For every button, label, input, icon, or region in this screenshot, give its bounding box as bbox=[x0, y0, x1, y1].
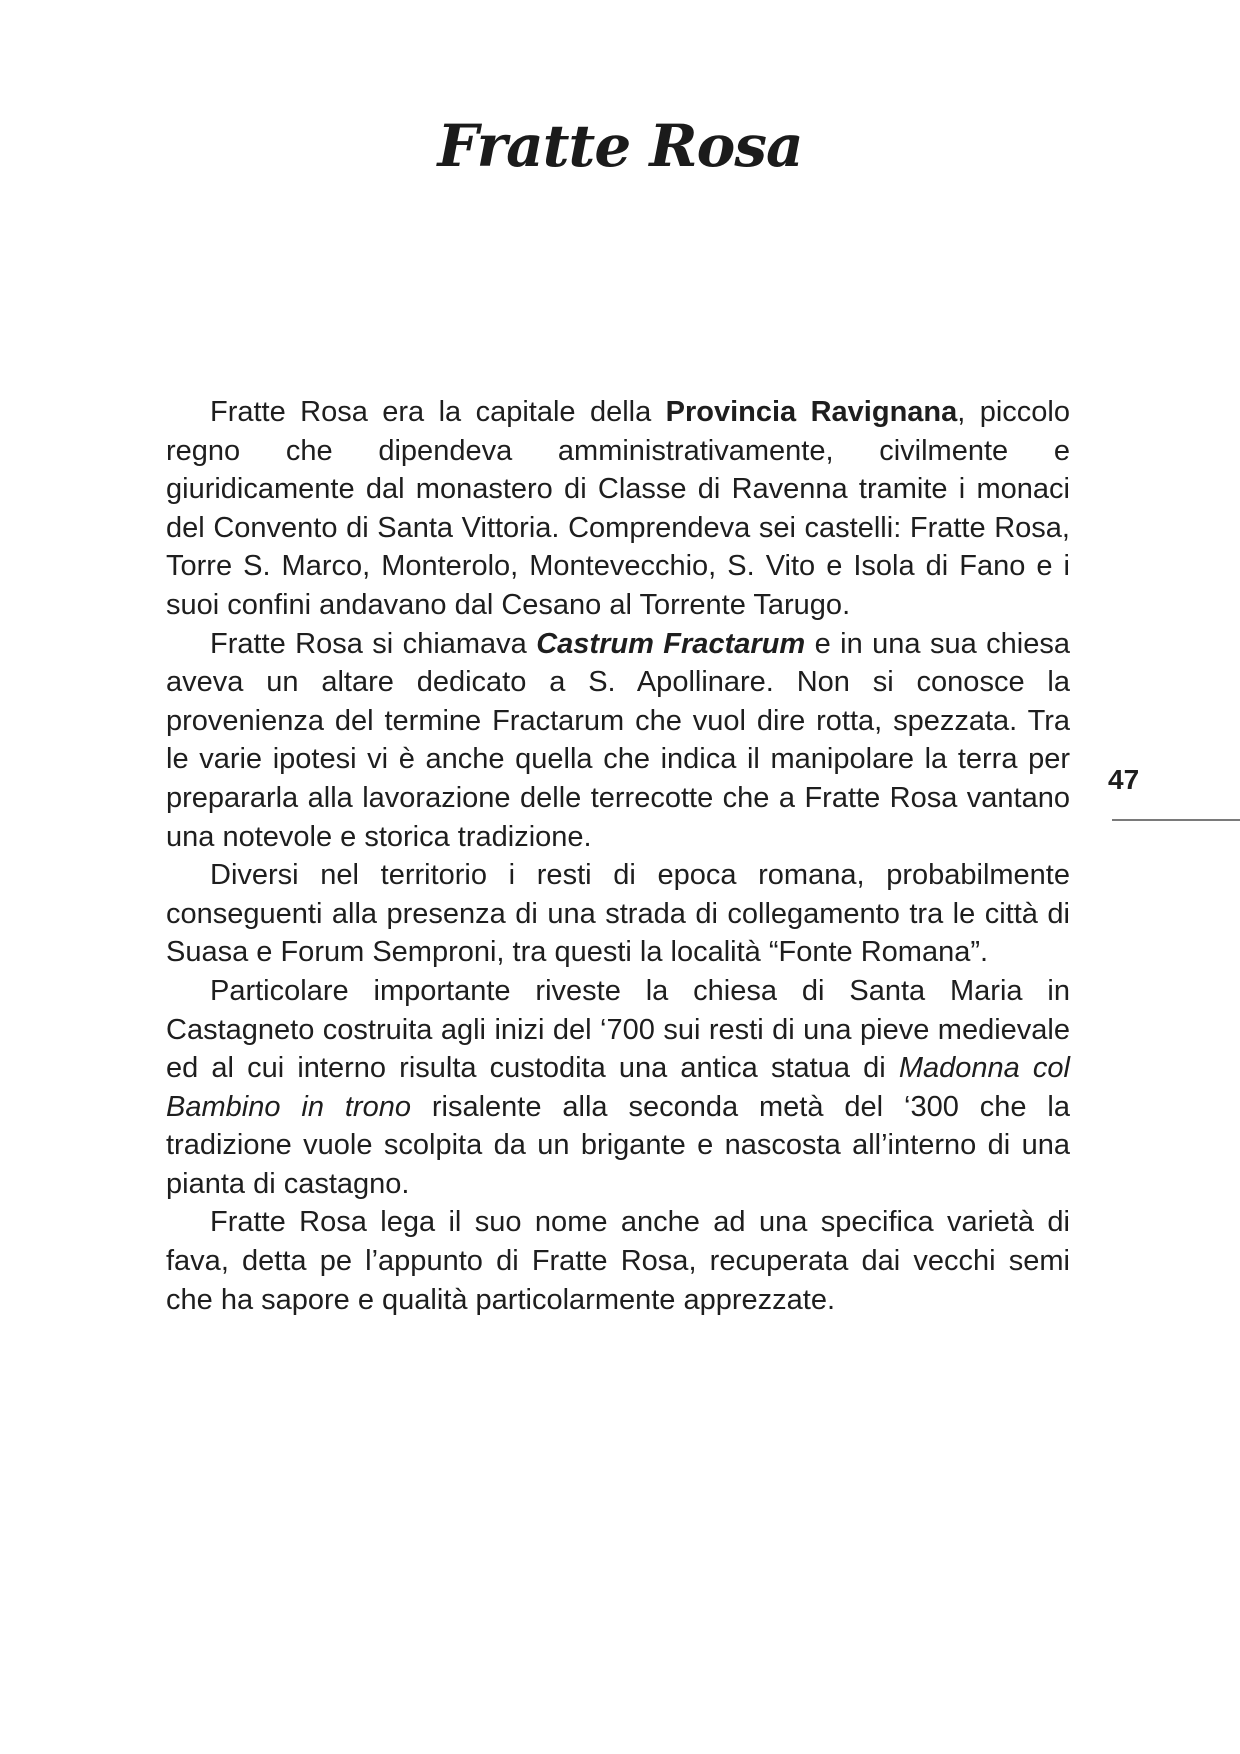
italic-term-madonna: Madonna col Bambino in trono bbox=[166, 1052, 1070, 1123]
text-run: Fratte Rosa era la capitale della bbox=[210, 396, 666, 428]
text-run: e in una sua chiesa aveva un altare dedicato a S. Apollinare. Non si conosce la provenienza del termine Fractarum che vuol dire rotta, spezzata. Tra le varie ipotesi vi è anche quella che indica il manipolare la terra per prepararla alla lavorazione delle terrecotte che a Fratte Rosa vantano una notevole e storica tradizione. bbox=[166, 627, 1070, 853]
bold-italic-term-castrum-fractarum: Castrum Fractarum bbox=[536, 627, 806, 660]
paragraph-5 bbox=[166, 1203, 1070, 1319]
text-run: Diversi nel territorio i resti di epoca romana, probabilmente conseguenti alla presenza di una strada di collegamento tra le città di Suasa e Forum Semproni, tra questi la località “Fonte Romana”. bbox=[166, 859, 1070, 969]
body-text bbox=[166, 393, 1070, 1319]
text-run: Fratte Rosa lega il suo nome anche ad una specifica varietà di fava, detta pe l’appunto di Fratte Rosa, recuperata dai vecchi semi che ha sapore e qualità particolarmente apprezzate. bbox=[166, 1206, 1070, 1316]
paragraph-1 bbox=[166, 393, 1070, 625]
text-run: , piccolo regno che dipendeva amministrativamente, civilmente e giuridicamente dal monastero di Classe di Ravenna tramite i monaci del Convento di Santa Vittoria. Comprendeva sei castelli: Fratte Rosa, Torre S. Marco, Monterolo, Montevecchio, S. Vito e Isola di Fano e i suoi confini andavano dal Cesano al Torrente Tarugo. bbox=[166, 396, 1070, 621]
page-number-rule bbox=[1112, 819, 1240, 821]
paragraph-3 bbox=[166, 856, 1070, 972]
paragraph-2 bbox=[166, 625, 1070, 857]
page-title: Fratte Rosa bbox=[437, 112, 803, 180]
bold-term-provincia-ravignana: Provincia Ravignana bbox=[665, 396, 958, 428]
text-run: Particolare importante riveste la chiesa di Santa Maria in Castagneto costruita agli inizi del ‘700 sui resti di una pieve medievale ed al cui interno risulta custodita una antica statua di bbox=[166, 974, 1070, 1085]
paragraph-4 bbox=[166, 972, 1070, 1204]
page-number: 47 bbox=[1108, 764, 1140, 795]
text-run: Fratte Rosa si chiamava bbox=[210, 627, 537, 660]
text-run: risalente alla seconda metà del ‘300 che la tradizione vuole scolpita da un brigante e nascosta all’interno di una pianta di castagno. bbox=[166, 1090, 1071, 1200]
